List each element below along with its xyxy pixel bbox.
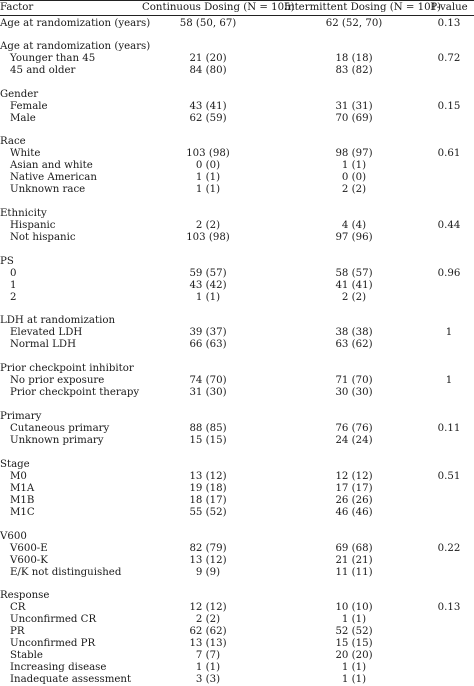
- continuous-value: 9 (9): [195, 567, 221, 578]
- continuous-value: 39 (37): [189, 327, 227, 338]
- row-label: Unconfirmed PR: [10, 638, 96, 649]
- row-label: 2: [10, 292, 17, 303]
- p-value: 1: [445, 375, 453, 386]
- table-top-rule: [0, 0, 474, 1]
- row-label: Stage: [0, 459, 30, 470]
- continuous-value: 59 (57): [189, 268, 227, 279]
- continuous-value: 13 (12): [189, 471, 227, 482]
- intermittent-value: 26 (26): [335, 495, 373, 506]
- row-label: No prior exposure: [10, 375, 105, 386]
- continuous-value: 3 (3): [195, 674, 221, 685]
- header-continuous: Continuous Dosing (N = 105): [142, 2, 295, 13]
- row-label: PR: [10, 626, 25, 637]
- continuous-value: 43 (42): [189, 280, 227, 291]
- continuous-value: 74 (70): [189, 375, 227, 386]
- intermittent-value: 38 (38): [335, 327, 373, 338]
- table-row: [0, 650, 474, 662]
- table-row: [0, 423, 474, 435]
- continuous-value: 43 (41): [189, 101, 227, 112]
- p-value: 0.51: [437, 471, 461, 482]
- continuous-value: 13 (12): [189, 555, 227, 566]
- continuous-value: 2 (2): [195, 220, 221, 231]
- intermittent-value: 11 (11): [335, 567, 373, 578]
- row-label: PS: [0, 256, 14, 267]
- row-label: M1B: [10, 495, 35, 506]
- row-label: Native American: [10, 172, 97, 183]
- intermittent-value: 1 (1): [341, 614, 367, 625]
- table-row: [0, 208, 474, 220]
- intermittent-value: 30 (30): [335, 387, 373, 398]
- table-row: [0, 184, 474, 196]
- continuous-value: 1 (1): [195, 662, 221, 673]
- row-label: Normal LDH: [10, 339, 76, 350]
- intermittent-value: 31 (31): [335, 101, 373, 112]
- intermittent-value: 24 (24): [335, 435, 373, 446]
- table-row: [0, 268, 474, 280]
- table-row: [0, 662, 474, 674]
- continuous-value: 103 (98): [186, 232, 230, 243]
- intermittent-value: 63 (62): [335, 339, 373, 350]
- intermittent-value: 58 (57): [335, 268, 373, 279]
- p-value: 0.72: [437, 53, 461, 64]
- continuous-value: 2 (2): [195, 614, 221, 625]
- intermittent-value: 76 (76): [335, 423, 373, 434]
- intermittent-value: 41 (41): [335, 280, 373, 291]
- row-label: Primary: [0, 411, 42, 422]
- intermittent-value: 97 (96): [335, 232, 373, 243]
- p-value: 0.96: [437, 268, 461, 279]
- table-row: [0, 614, 474, 626]
- header-pvalue: P-value: [430, 2, 468, 13]
- row-label: M1A: [10, 483, 35, 494]
- row-label: V600-E: [10, 543, 48, 554]
- table-row: [0, 256, 474, 268]
- row-label: 45 and older: [10, 65, 76, 76]
- continuous-value: 62 (62): [189, 626, 227, 637]
- row-label: Not hispanic: [10, 232, 76, 243]
- table-row: [0, 555, 474, 567]
- table-row: [0, 65, 474, 77]
- row-label: M1C: [10, 507, 35, 518]
- row-label: Asian and white: [10, 160, 93, 171]
- intermittent-value: 71 (70): [335, 375, 373, 386]
- row-label: Elevated LDH: [10, 327, 83, 338]
- intermittent-value: 20 (20): [335, 650, 373, 661]
- header-factor: Factor: [0, 2, 34, 13]
- p-value: 0.11: [437, 423, 461, 434]
- table-header-rule: [0, 15, 474, 16]
- continuous-value: 55 (52): [189, 507, 227, 518]
- row-label: Age at randomization (years): [0, 18, 151, 29]
- p-value: 1: [445, 327, 453, 338]
- row-label: Unknown primary: [10, 435, 104, 446]
- continuous-value: 1 (1): [195, 172, 221, 183]
- row-label: Hispanic: [10, 220, 56, 231]
- intermittent-value: 18 (18): [335, 53, 373, 64]
- table-row: [0, 41, 474, 53]
- row-label: V600: [0, 531, 27, 542]
- row-label: Unconfirmed CR: [10, 614, 97, 625]
- intermittent-value: 46 (46): [335, 507, 373, 518]
- table-row: [0, 387, 474, 399]
- continuous-value: 82 (79): [189, 543, 227, 554]
- table-row: [0, 626, 474, 638]
- intermittent-value: 62 (52, 70): [325, 18, 383, 29]
- continuous-value: 15 (15): [189, 435, 227, 446]
- table-row: [0, 315, 474, 327]
- intermittent-value: 0 (0): [341, 172, 367, 183]
- continuous-value: 18 (17): [189, 495, 227, 506]
- row-label: Unknown race: [10, 184, 86, 195]
- table-row: [0, 363, 474, 375]
- continuous-value: 12 (12): [189, 602, 227, 613]
- table-row: [0, 483, 474, 495]
- table-row: [0, 292, 474, 304]
- p-value: 0.13: [437, 602, 461, 613]
- continuous-value: 62 (59): [189, 113, 227, 124]
- row-label: CR: [10, 602, 26, 613]
- intermittent-value: 21 (21): [335, 555, 373, 566]
- intermittent-value: 17 (17): [335, 483, 373, 494]
- intermittent-value: 15 (15): [335, 638, 373, 649]
- row-label: White: [10, 148, 41, 159]
- table-row: [0, 638, 474, 650]
- row-label: Male: [10, 113, 36, 124]
- intermittent-value: 83 (82): [335, 65, 373, 76]
- table-row: [0, 674, 474, 686]
- continuous-value: 31 (30): [189, 387, 227, 398]
- header-intermittent: Intermittent Dosing (N = 101): [284, 2, 442, 13]
- table-row: [0, 113, 474, 125]
- intermittent-value: 52 (52): [335, 626, 373, 637]
- intermittent-value: 2 (2): [341, 184, 367, 195]
- table-row: [0, 327, 474, 339]
- continuous-value: 84 (80): [189, 65, 227, 76]
- continuous-value: 1 (1): [195, 184, 221, 195]
- continuous-value: 13 (13): [189, 638, 227, 649]
- intermittent-value: 12 (12): [335, 471, 373, 482]
- table-row: [0, 543, 474, 555]
- p-value: 0.44: [437, 220, 461, 231]
- row-label: Prior checkpoint therapy: [10, 387, 140, 398]
- table-row: [0, 495, 474, 507]
- row-label: M0: [10, 471, 27, 482]
- table-row: [0, 136, 474, 148]
- table-row: [0, 18, 474, 30]
- p-value: 0.22: [437, 543, 461, 554]
- intermittent-value: 1 (1): [341, 662, 367, 673]
- continuous-value: 1 (1): [195, 292, 221, 303]
- row-label: Ethnicity: [0, 208, 47, 219]
- intermittent-value: 2 (2): [341, 292, 367, 303]
- table-row: [0, 101, 474, 113]
- table-row: [0, 148, 474, 160]
- table-header-row: [0, 2, 474, 14]
- p-value: 0.13: [437, 18, 461, 29]
- table-row: [0, 411, 474, 423]
- table-row: [0, 375, 474, 387]
- row-label: Stable: [10, 650, 43, 661]
- continuous-value: 7 (7): [195, 650, 221, 661]
- row-label: Prior checkpoint inhibitor: [0, 363, 134, 374]
- row-label: V600-K: [10, 555, 48, 566]
- row-label: 0: [10, 268, 17, 279]
- continuous-value: 21 (20): [189, 53, 227, 64]
- p-value: 0.15: [437, 101, 461, 112]
- row-label: E/K not distinguished: [10, 567, 122, 578]
- table-row: [0, 471, 474, 483]
- row-label: Race: [0, 136, 26, 147]
- table-row: [0, 172, 474, 184]
- row-label: Female: [10, 101, 48, 112]
- table-row: [0, 160, 474, 172]
- row-label: Gender: [0, 89, 39, 100]
- continuous-value: 19 (18): [189, 483, 227, 494]
- table-row: [0, 232, 474, 244]
- row-label: Age at randomization (years): [0, 41, 151, 52]
- table-row: [0, 590, 474, 602]
- row-label: Inadequate assessment: [10, 674, 132, 685]
- table-row: [0, 339, 474, 351]
- intermittent-value: 98 (97): [335, 148, 373, 159]
- row-label: Cutaneous primary: [10, 423, 110, 434]
- continuous-value: 66 (63): [189, 339, 227, 350]
- row-label: Increasing disease: [10, 662, 107, 673]
- intermittent-value: 4 (4): [341, 220, 367, 231]
- intermittent-value: 1 (1): [341, 674, 367, 685]
- table-row: [0, 567, 474, 579]
- intermittent-value: 69 (68): [335, 543, 373, 554]
- table-row: [0, 53, 474, 65]
- table-row: [0, 459, 474, 471]
- continuous-value: 0 (0): [195, 160, 221, 171]
- intermittent-value: 1 (1): [341, 160, 367, 171]
- table-row: [0, 531, 474, 543]
- table-row: [0, 435, 474, 447]
- continuous-value: 103 (98): [186, 148, 230, 159]
- p-value: 0.61: [437, 148, 461, 159]
- table-row: [0, 89, 474, 101]
- continuous-value: 58 (50, 67): [179, 18, 237, 29]
- row-label: LDH at randomization: [0, 315, 116, 326]
- row-label: Younger than 45: [10, 53, 96, 64]
- table-row: [0, 220, 474, 232]
- row-label: Response: [0, 590, 50, 601]
- row-label: 1: [10, 280, 17, 291]
- intermittent-value: 70 (69): [335, 113, 373, 124]
- table-row: [0, 507, 474, 519]
- intermittent-value: 10 (10): [335, 602, 373, 613]
- table-row: [0, 602, 474, 614]
- table-row: [0, 280, 474, 292]
- continuous-value: 88 (85): [189, 423, 227, 434]
